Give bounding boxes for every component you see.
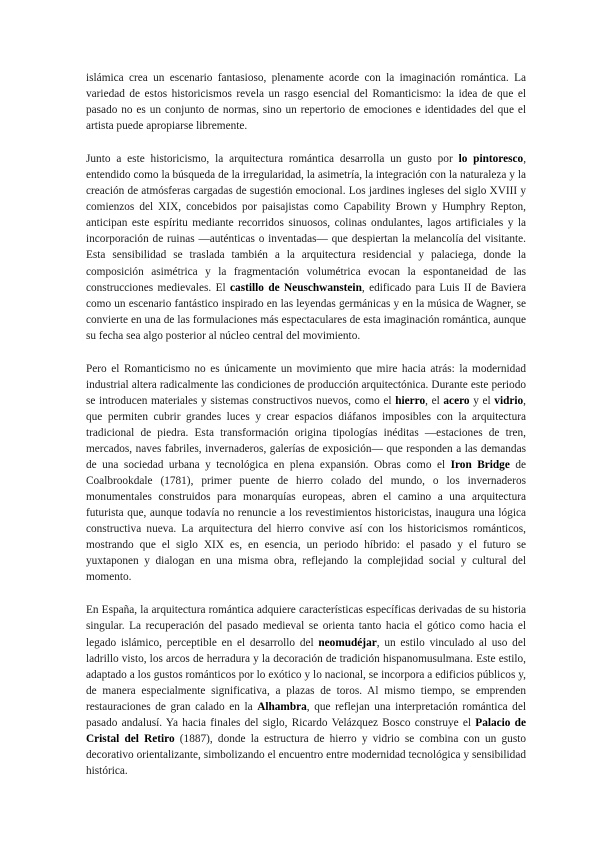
bold-term-lo-pintoresco: lo pintoresco: [458, 153, 524, 166]
bold-term-iron-bridge: Iron Bridge: [450, 459, 510, 472]
paragraph-text: , un estilo vinculado al uso del ladrillo visto, los arcos de herradura y la decoración de tradición hispanomusulmana. Este estilo, adaptado a los gustos románticos por lo exótico y lo nacional, se incorpora a edificios públicos y, de manera especialmente significativa, a plazas de toros. Al mismo tiempo, se emprenden restauraciones de gran calado en la: [86, 636, 526, 713]
paragraph-text: (1887), donde la estructura de hierro y vidrio se combina con un gusto decorativo orientalizante, simbolizando el encuentro entre modernidad tecnológica y sensibilidad histórica.: [86, 732, 526, 777]
bold-term-castillo-de-neuschwanstein: castillo de Neuschwanstein: [230, 281, 362, 294]
paragraph-3: [86, 361, 526, 586]
bold-term-hierro: hierro: [395, 394, 426, 407]
paragraph-4: [86, 602, 526, 779]
paragraph-text: , edificado para Luis II de Baviera como un escenario fantástico inspirado en las leyendas germánicas y en la música de Wagner, se convierte en una de las formulaciones más espectaculares de esta imaginación romántica, aunque su fecha sea algo posterior al núcleo central del movimiento.: [86, 281, 526, 342]
paragraph-text: , que permiten cubrir grandes luces y crear espacios diáfanos imposibles con la arquitectura tradicional de piedra. Esta transformación origina tipologías inéditas —estaciones de tren, mercados, naves fabriles, invernaderos, galerías de exposición— que responden a las demandas de una sociedad urbana y tecnológica en plena expansión. Obras como el: [86, 394, 526, 472]
bold-term-neomudejar: neomudéjar: [318, 636, 377, 649]
paragraph-text: de Coalbrookdale (1781), primer puente de hierro colado del mundo, o los invernaderos monumentales construidos para monarquías europeas, abren el camino a una arquitectura futurista que, aunque todavía no renuncie a los revestimientos historicistas, inaugura una lógica constructiva nueva. La arquitectura del hierro convive así con los historicismos románticos, mostrando que el siglo XIX es, en esencia, un periodo híbrido: el pasado y el futuro se yuxtaponen y dialogan en una misma obra, reflejando la complejidad social y cultural del momento.: [86, 459, 526, 584]
paragraph-text: Junto a este historicismo, la arquitectura romántica desarrolla un gusto por: [86, 153, 459, 166]
paragraph-text: En España, la arquitectura romántica adquiere características específicas derivadas de su historia singular. La recuperación del pasado medieval se orienta tanto hacia el gótico como hacia el legado islámico, perceptible en el desarrollo del: [86, 604, 526, 649]
paragraph-text: , que reflejan una interpretación romántica del pasado andalusí. Ya hacia finales del siglo, Ricardo Velázquez Bosco construye el: [86, 700, 526, 729]
paragraph-text: , entendido como la búsqueda de la irregularidad, la asimetría, la integración con la naturaleza y la creación de atmósferas cargadas de sugestión emocional. Los jardines ingleses del siglo XVIII y comienzos del XIX, concebidos por paisajistas como Capability Brown y Humphry Repton, anticipan este espíritu mediante recorridos sinuosos, colinas ondulantes, lagos artificiales y la incorporación de ruinas —auténticas o inventadas— que despiertan la melancolía del visitante. Esta sensibilidad se traslada también a la arquitectura residencial y palaciega, donde la composición asimétrica y la fragmentación volumétrica evocan la espontaneidad de las construcciones medievales. El: [86, 153, 527, 294]
paragraph-1: [86, 70, 526, 134]
bold-term-vidrio: vidrio: [494, 394, 524, 407]
paragraph-text: , el: [425, 394, 444, 407]
bold-term-palacio-de-cristal: Palacio de Cristal del Retiro: [86, 716, 526, 745]
paragraph-text: y el: [469, 394, 495, 407]
paragraph-2: [86, 151, 526, 344]
document-page: [86, 70, 526, 796]
bold-term-alhambra: Alhambra: [257, 700, 307, 713]
bold-term-acero: acero: [443, 394, 470, 407]
paragraph-text: Pero el Romanticismo no es únicamente un movimiento que mire hacia atrás: la modernidad industrial altera radicalmente las condiciones de producción arquitectónica. Durante este periodo se introducen materiales y sistemas constructivos nuevos, como el: [86, 362, 526, 407]
paragraph-text: islámica crea un escenario fantasioso, plenamente acorde con la imaginación romántica. La variedad de estos historicismos revela un rasgo esencial del Romanticismo: la idea de que el pasado no es un conjunto de normas, sino un repertorio de emociones e identidades del que el artista puede apropiarse libremente.: [86, 72, 526, 133]
